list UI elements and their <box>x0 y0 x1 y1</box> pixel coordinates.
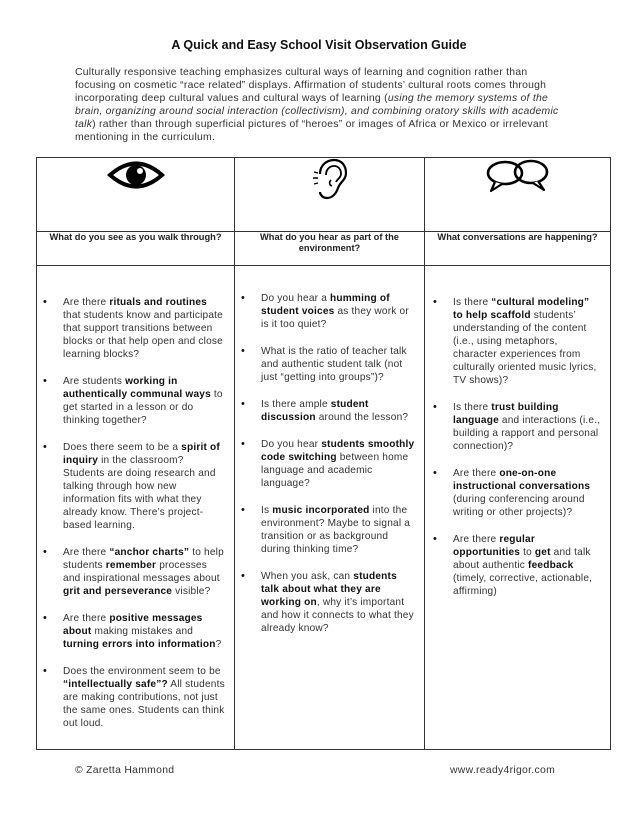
emphasis-text: student discussion <box>261 399 369 423</box>
emphasis-text: rituals and routines <box>109 297 207 308</box>
list-item: • Do you hear students smoothly code switching between home language and academic language? <box>261 438 416 490</box>
emphasis-text: “cultural modeling” to help scaffold <box>453 297 590 321</box>
intro-text-1: Culturally responsive teaching emphasizes cultural ways of learning and cognition rather than focusing on cosmetic “race related” displays. Affirmation of students’ cultural roots comes through incorporating deep cultural values and cultural ways of learning ( <box>75 67 547 104</box>
icon-cell-hear <box>235 158 425 232</box>
intro-italic-text: using the memory systems of the brain, organizing around social interaction (collectivism), and combining oratory skills with academic talk <box>75 93 559 130</box>
list-item: • Are there rituals and routines that students know and participate that support transitions between blocks or that help open and close learning blocks? <box>63 296 226 361</box>
list-item: • Are there one-on-one instructional conversations (during conferencing around writing or other projects)? <box>453 467 602 519</box>
icon-cell-conversations <box>425 158 611 232</box>
emphasis-text: humming of student voices <box>261 293 390 317</box>
list-item: • Are there “anchor charts” to help students remember processes and inspirational messages about grit and perseverance visible? <box>63 546 226 598</box>
ear-icon <box>312 158 348 200</box>
emphasis-text: “intellectually safe”? <box>63 679 168 690</box>
emphasis-text: “anchor charts” <box>109 547 190 558</box>
list-item: • Does there seem to be a spirit of inquiry in the classroom? Students are doing research and talking through how new information fits with what they already know. There’s project-based learning. <box>63 441 226 532</box>
emphasis-text: positive messages about <box>63 613 203 637</box>
column-body-conversations <box>425 266 611 750</box>
list-item: • What is the ratio of teacher talk and authentic student talk (not just “getting into groups”)? <box>261 345 416 384</box>
intro-text-2: ) rather than through superficial pictures of “heroes” or images of Africa or Mexico or irrelevant mentioning in the curriculum. <box>75 119 549 143</box>
list-item: • Are students working in authentically communal ways to get started in a lesson or do thinking together? <box>63 375 226 427</box>
emphasis-text: remember <box>105 560 157 571</box>
emphasis-text: regular opportunities <box>453 534 535 558</box>
list-item: • Are there positive messages about making mistakes and turning errors into information? <box>63 612 226 651</box>
emphasis-text: one-on-one instructional conversations <box>453 468 591 492</box>
column-heading-conversations: What conversations are happening? <box>425 232 611 266</box>
emphasis-text: students smoothly code switching <box>261 439 415 463</box>
emphasis-text: trust building language <box>453 402 559 426</box>
body-row <box>37 266 611 750</box>
list-hear <box>235 266 424 635</box>
icon-cell-see <box>37 158 235 232</box>
column-body-see <box>37 266 235 750</box>
column-heading-see: What do you see as you walk through? <box>37 232 235 266</box>
page-title: A Quick and Easy School Visit Observation Guide <box>171 38 467 52</box>
list-item: • Is music incorporated into the environment? Maybe to signal a transition or as background during thinking time? <box>261 504 416 556</box>
list-item: • Does the environment seem to be “intellectually safe”? All students are making contributions, not just the same ones. Students can think out loud. <box>63 665 226 730</box>
list-item: • When you ask, can students talk about what they are working on, why it’s important and how it connects to what they already know? <box>261 570 416 635</box>
list-see <box>37 266 234 730</box>
intro-paragraph <box>75 66 565 144</box>
emphasis-text: feedback <box>528 560 574 571</box>
list-item: • Is there trust building language and interactions (i.e., building a rapport and personal connection)? <box>453 401 602 453</box>
emphasis-text: music incorporated <box>272 505 370 516</box>
emphasis-text: spirit of inquiry <box>63 442 220 466</box>
heading-row <box>37 232 611 266</box>
list-item: • Is there ample student discussion around the lesson? <box>261 398 416 424</box>
list-item: • Do you hear a humming of student voices as they work or is it too quiet? <box>261 292 416 331</box>
eye-icon <box>107 158 165 192</box>
observation-table <box>36 157 611 750</box>
list-item: • Are there regular opportunities to get and talk about authentic feedback (timely, corrective, actionable, affirming) <box>453 533 602 598</box>
speech-bubbles-icon <box>485 158 551 196</box>
emphasis-text: get <box>534 547 551 558</box>
footer-url: www.ready4rigor.com <box>450 765 556 776</box>
footer-author: © Zaretta Hammond <box>75 765 175 776</box>
list-item: • Is there “cultural modeling” to help scaffold students’ understanding of the content (i.e., using metaphors, character experiences from culturally oriented music lyrics, TV shows)? <box>453 296 602 387</box>
emphasis-text: turning errors into information <box>63 639 216 650</box>
list-conversations <box>425 266 610 598</box>
emphasis-text: working in authentically communal ways <box>63 376 211 400</box>
emphasis-text: grit and perseverance <box>63 586 173 597</box>
icon-row <box>37 158 611 232</box>
column-heading-hear: What do you hear as part of the environment? <box>235 232 425 266</box>
emphasis-text: students talk about what they are working on <box>261 571 397 608</box>
column-body-hear <box>235 266 425 750</box>
